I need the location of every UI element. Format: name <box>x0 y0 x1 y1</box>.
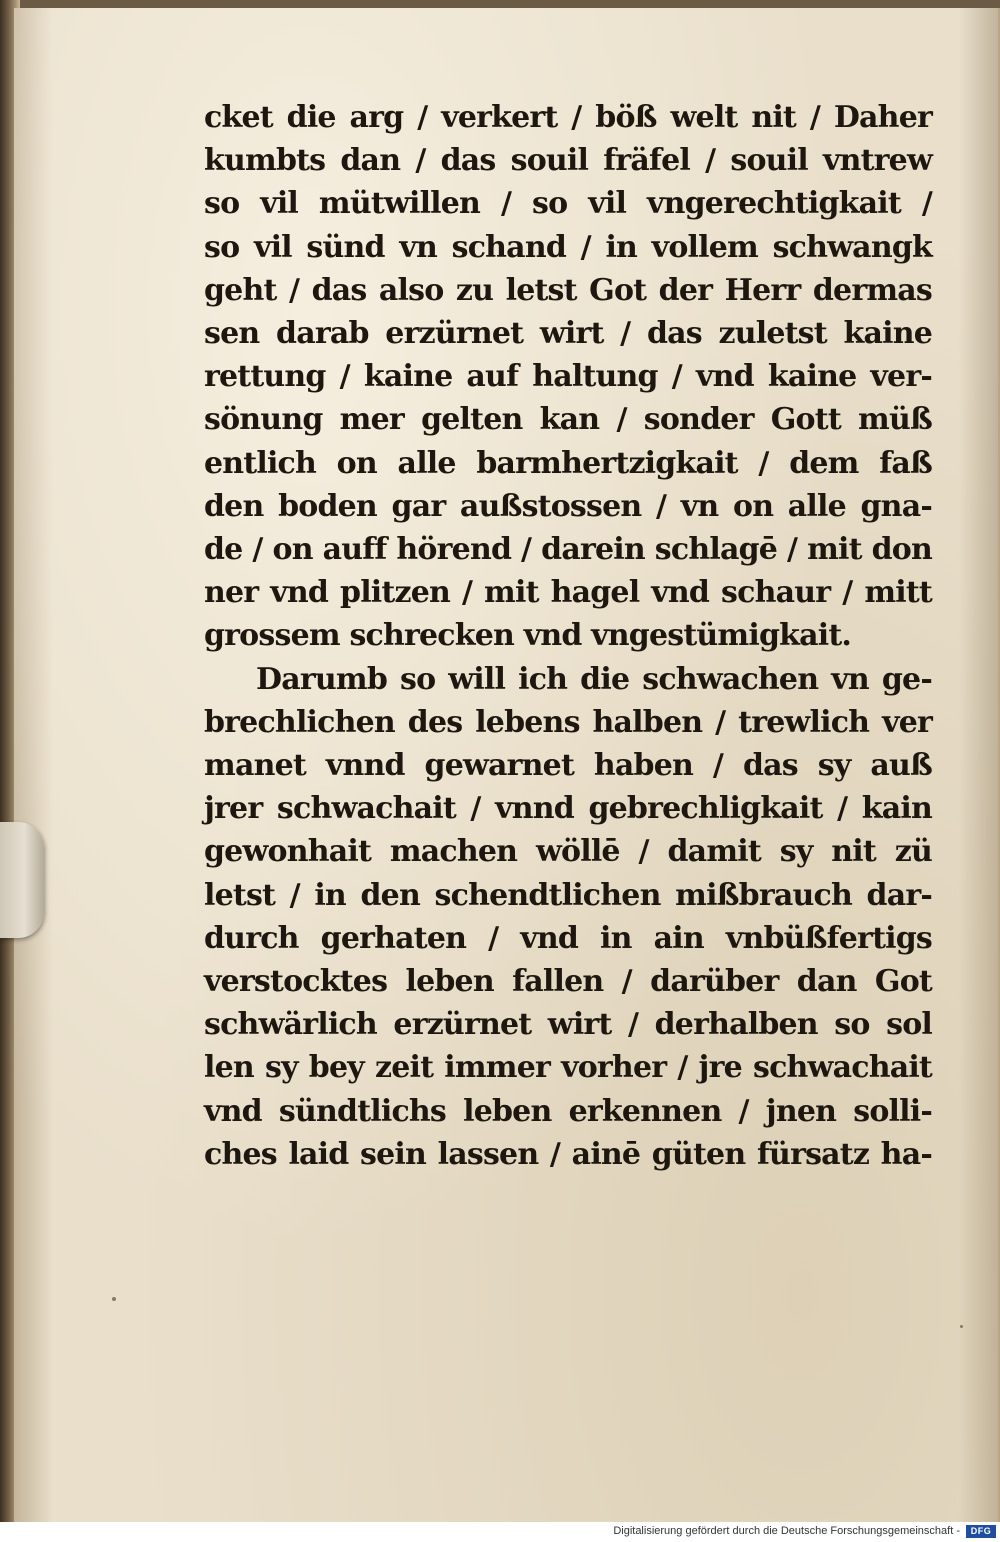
text-line: ches laid sein lassen / ainē güten fürsatz ha- <box>204 1136 932 1172</box>
text-line: sönung mer gelten kan / sonder Gott müß <box>204 402 932 438</box>
footer-bar <box>0 1522 1000 1542</box>
page-clip <box>0 822 44 938</box>
text-line: geht / das also zu letst Got der Herr dermas <box>204 272 932 308</box>
text-line: sen darab erzürnet wirt / das zuletst kaine <box>204 316 932 352</box>
text-line: rettung / kaine auf haltung / vnd kaine ver- <box>204 359 932 395</box>
text-line: vnd sündtlichs leben erkennen / jnen solli- <box>204 1093 932 1129</box>
text-line: so vil mütwillen / so vil vngerechtigkait / <box>204 186 932 222</box>
text-line: schwärlich erzürnet wirt / derhalben so sol <box>204 1007 932 1043</box>
page-text <box>204 96 932 1176</box>
text-line: ner vnd plitzen / mit hagel vnd schaur / mitt <box>204 575 932 611</box>
text-line: jrer schwachait / vnnd gebrechligkait / kain <box>204 791 932 827</box>
paper-speck <box>960 1325 963 1328</box>
digitization-credit: Digitalisierung gefördert durch die Deutsche Forschungsgemeinschaft - <box>613 1525 960 1537</box>
text-line: de / on auff hörend / darein schlagē / mit don <box>204 532 932 568</box>
text-line: durch gerhaten / vnd in ain vnbüßfertigs <box>204 920 932 956</box>
text-line: cket die arg / verkert / böß welt nit / Daher <box>204 100 932 135</box>
text-line: len sy bey zeit immer vorher / jre schwachait <box>204 1050 932 1086</box>
text-line: den boden gar außstossen / vn on alle gna- <box>204 488 932 524</box>
text-line: entlich on alle barmhertzigkait / dem faß <box>204 445 932 481</box>
text-line: grossem schrecken vnd vngestümigkait. <box>204 618 852 654</box>
text-line: letst / in den schendtlichen mißbrauch dar- <box>204 877 932 913</box>
text-line: verstocktes leben fallen / darüber dan Got <box>204 964 932 1000</box>
dfg-logo-icon: DFG <box>966 1525 996 1538</box>
text-line: manet vnnd gewarnet haben / das sy auß <box>204 748 932 784</box>
text-line: Darumb so will ich die schwachen vn ge- <box>256 661 932 697</box>
text-line: brechlichen des lebens halben / trewlich ver <box>204 704 932 740</box>
paper-speck <box>112 1297 116 1301</box>
text-line: kumbts dan / das souil fräfel / souil vntrew <box>204 143 932 179</box>
text-line: gewonhait machen wöllē / damit sy nit zü <box>204 834 932 870</box>
text-line: so vil sünd vn schand / in vollem schwangk <box>204 229 932 265</box>
